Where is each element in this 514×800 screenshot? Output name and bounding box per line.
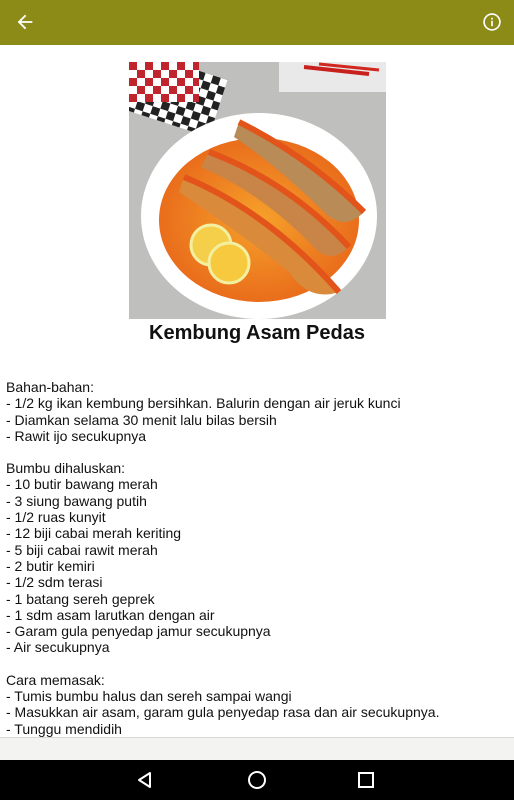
square-recents-icon[interactable] <box>356 770 376 790</box>
list-item: - 1 batang sereh geprek <box>6 590 155 607</box>
list-item: - 12 biji cabai merah keriting <box>6 525 182 542</box>
list-item: - 2 butir kemiri <box>6 557 95 574</box>
section-gap <box>6 656 506 672</box>
section-heading: Bahan-bahan: <box>6 379 94 395</box>
section-heading: Cara memasak: <box>6 671 105 688</box>
list-item: - 10 butir bawang merah <box>6 476 158 493</box>
list-item: - Diamkan selama 30 menit lalu bilas bersih <box>6 411 277 428</box>
circle-home-icon[interactable] <box>247 770 267 790</box>
info-circle-icon[interactable] <box>482 12 502 32</box>
list-item: - 5 biji cabai rawit merah <box>6 541 158 558</box>
app-bar <box>0 0 514 45</box>
triangle-back-icon[interactable] <box>135 770 155 790</box>
section-heading: Bumbu dihaluskan: <box>6 460 126 477</box>
recipe-content <box>6 379 506 737</box>
list-item: - Tumis bumbu halus dan sereh sampai wangi <box>6 688 292 705</box>
recipe-title: Kembung Asam Pedas <box>149 322 365 344</box>
list-item: - 3 siung bawang putih <box>6 492 147 509</box>
system-nav-bar <box>0 760 514 800</box>
list-item: - 1/2 ruas kunyit <box>6 509 106 526</box>
list-item: - Masukkan air asam, garam gula penyedap rasa dan air secukupnya. <box>6 704 440 721</box>
list-item: - 1/2 kg ikan kembung bersihkan. Balurin dengan air jeruk kunci <box>6 395 401 412</box>
list-item: - 1 sdm asam larutkan dengan air <box>6 606 215 623</box>
list-item: - Rawit ijo secukupnya <box>6 427 147 444</box>
list-item: - Garam gula penyedap jamur secukupnya <box>6 623 271 640</box>
arrow-left-icon[interactable] <box>14 11 36 33</box>
bottom-strip <box>0 737 514 761</box>
list-item: - Tunggu mendidih <box>6 720 122 737</box>
list-item: - 1/2 sdm terasi <box>6 574 103 591</box>
recipe-image <box>129 62 386 319</box>
list-item: - Air secukupnya <box>6 639 110 656</box>
section-gap <box>6 444 506 460</box>
